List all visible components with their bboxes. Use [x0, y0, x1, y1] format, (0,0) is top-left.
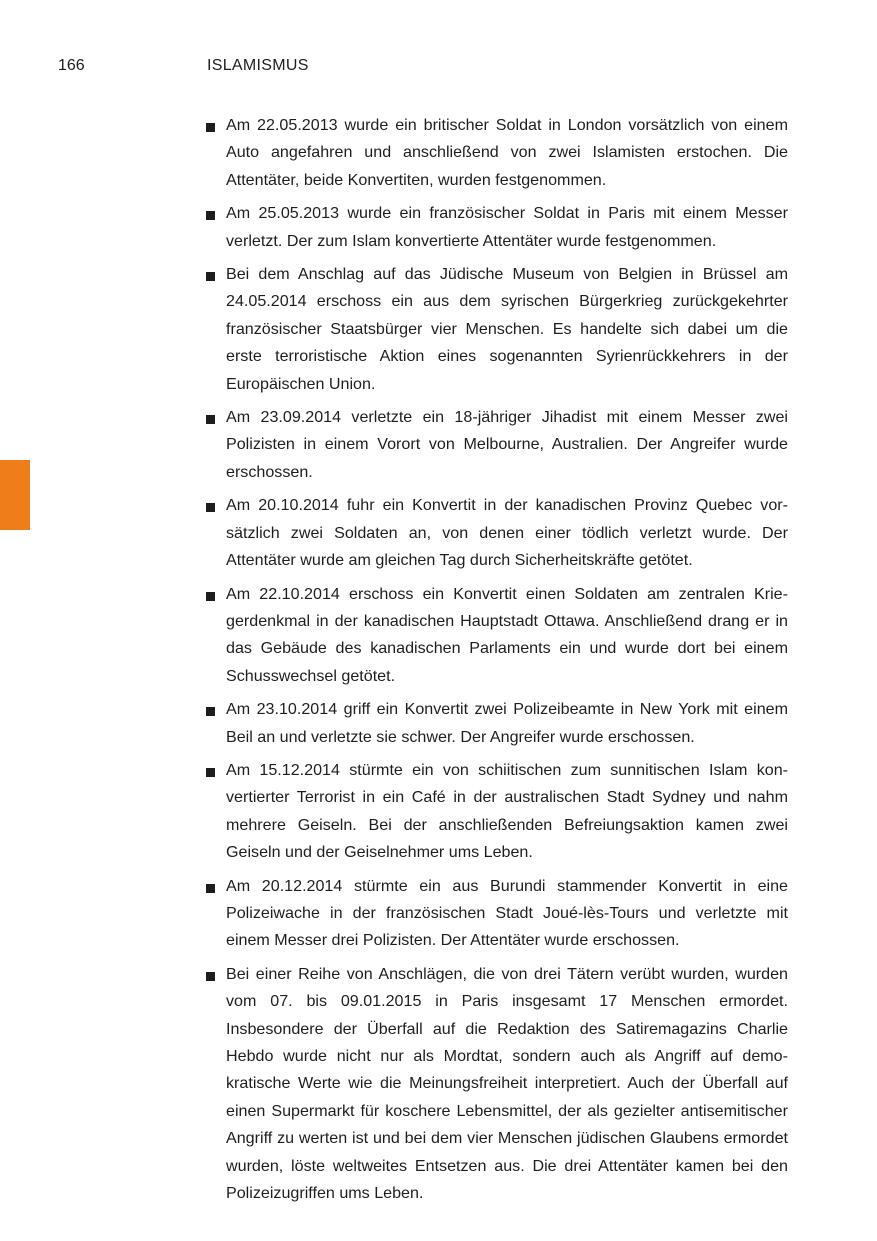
list-item-text: Am 25.05.2013 wurde ein französischer Soldat in Paris mit einem Messer verletzt. Der zum Islam konvertierte Attentäter wurde festgenommen.: [226, 204, 788, 250]
list-item-text: Am 22.05.2013 wurde ein britischer Soldat in London vorsätzlich von einem Auto angefahren und anschließend von zwei Islamisten erstochen. Die Attentäter, beide Konvertiten, wurden festgenommen.: [226, 116, 788, 189]
list-item-text: Bei einer Reihe von Anschlägen, die von drei Tätern verübt wurden, wurden vom 07. bis 09.01.2015 in Paris insgesamt 17 Menschen ermordet. Insbesondere der Überfall auf die Redaktion des Satiremagazins Charlie Hebdo wurde nicht nur als Mordtat, sondern auch als Angriff auf demokratische Werte wie die Meinungsfreiheit interpretiert. Auch der Überfall auf einen Supermarkt für koschere Lebensmittel, der als gezielter antisemitischer Angriff zu werten ist und bei dem vier Menschen jüdischen Glaubens ermordet wurden, löste weltweites Entsetzen aus. Die drei Attentäter kamen bei den Polizeizugriffen ums Leben.: [226, 964, 788, 1203]
list-item-text: Am 20.12.2014 stürmte ein aus Burundi stammender Konvertit in eine Polizeiwache in der französischen Stadt Joué-lès-Tours und verletzte mit einem Messer drei Polizisten. Der Attentäter wurde erschossen.: [226, 876, 788, 950]
event-list: [206, 112, 788, 1213]
square-bullet-icon: [206, 123, 215, 132]
list-item: [206, 112, 788, 194]
list-item: [206, 200, 788, 255]
list-item: [206, 961, 788, 1208]
list-item-text: Am 22.10.2014 erschoss ein Konvertit einen Soldaten am zentralen Kriegerdenkmal in der kanadischen Hauptstadt Ottawa. Anschließend drang er in das Gebäude des kanadischen Parlaments ein und wurde dort bei einem Schusswechsel getötet.: [226, 584, 788, 685]
list-item: [206, 757, 788, 867]
square-bullet-icon: [206, 972, 215, 981]
list-item: [206, 873, 788, 955]
list-item: [206, 492, 788, 574]
list-item-text: Am 23.09.2014 verletzte ein 18-jähriger Jihadist mit einem Messer zwei Polizisten in einem Vorort von Melbourne, Australien. Der Angreifer wurde erschossen.: [226, 408, 788, 481]
list-item: [206, 404, 788, 486]
list-item-text: Am 23.10.2014 griff ein Konvertit zwei Polizeibeamte in New York mit einem Beil an und verletzte sie schwer. Der Angreifer wurde erschossen.: [226, 700, 788, 746]
page-number: 166: [58, 57, 85, 74]
list-item: [206, 696, 788, 751]
square-bullet-icon: [206, 884, 215, 893]
list-item: [206, 261, 788, 398]
list-item-text: Bei dem Anschlag auf das Jüdische Museum von Belgien in Brüssel am 24.05.2014 erschoss ein aus dem syrischen Bürgerkrieg zurückgekehrter französischer Staatsbürger vier Menschen. Es handelte sich dabei um die erste terroristische Aktion eines sogenannten Syrienrückkehrers in der Europäischen Union.: [226, 265, 788, 393]
running-head: ISLAMISMUS: [207, 57, 309, 74]
square-bullet-icon: [206, 503, 215, 512]
list-item-text: Am 20.10.2014 fuhr ein Konvertit in der kanadischen Provinz Quebec vorsätzlich zwei Soldaten an, von denen einer tödlich verletzt wurde. Der Attentäter wurde am gleichen Tag durch Sicherheitskräfte getötet.: [226, 496, 788, 570]
square-bullet-icon: [206, 707, 215, 716]
square-bullet-icon: [206, 211, 215, 220]
square-bullet-icon: [206, 592, 215, 601]
square-bullet-icon: [206, 272, 215, 281]
chapter-thumb-tab: [0, 460, 30, 530]
list-item: [206, 581, 788, 691]
square-bullet-icon: [206, 415, 215, 424]
list-item-text: Am 15.12.2014 stürmte ein von schiitischen zum sunnitischen Islam konvertierter Terrorist in ein Café in der australischen Stadt Sydney und nahm mehrere Geiseln. Bei der anschließenden Befreiungsaktion kamen zwei Geiseln und der Geiselnehmer ums Leben.: [226, 760, 788, 862]
square-bullet-icon: [206, 768, 215, 777]
